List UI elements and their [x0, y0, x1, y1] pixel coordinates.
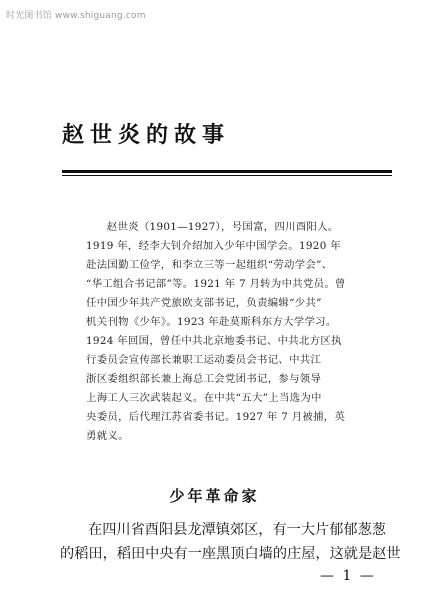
bio-line: “华工组合书记部”等。1921 年 7 月转为中共党员。曾	[86, 278, 346, 290]
watermark: 时光图书馆 www.shiguang.com	[6, 11, 146, 21]
section-title: 少年革命家	[169, 487, 260, 505]
bio-line: 机关刊物《少年》。1923 年赴莫斯科东方大学学习。	[86, 316, 337, 328]
bio-line: 1919 年，经李大钊介绍加入少年中国学会。1920 年	[86, 240, 341, 252]
chapter-title: 赵世炎的故事	[62, 123, 231, 148]
bio-line: 浙区委组织部长兼上海总工会党团书记，参与领导	[86, 373, 322, 385]
bio-line: 上海工人三次武装起义。在中共“五大”上当选为中	[86, 392, 322, 404]
body-line: 在四川省酉阳县龙潭镇郊区，有一大片郁郁葱葱	[88, 522, 386, 538]
title-rule-thick	[62, 170, 392, 173]
bio-line: 央委员，后代理江苏省委书记。1927 年 7 月被捕，英	[86, 411, 346, 423]
page-number: — 1 —	[320, 568, 376, 584]
bio-line: 行委员会宣传部长兼职工运动委员会书记、中共江	[86, 354, 322, 366]
body-line: 的稻田，稻田中央有一座黑顶白墙的庄屋，这就是赵世	[60, 546, 401, 562]
body-text	[60, 518, 400, 566]
bio-line: 任中国少年共产党旅欧支部书记，负责编辑“少共”	[86, 297, 322, 309]
bio-line: 1924 年回国，曾任中共北京地委书记、中共北方区执	[86, 335, 342, 347]
bio-line: 赵世炎（1901—1927），号国富，四川酉阳人。	[106, 221, 339, 233]
bio-line: 赴法国勤工俭学，和李立三等一起组织“劳动学会”、	[86, 259, 333, 271]
biography-paragraph	[86, 218, 368, 446]
bio-line: 勇就义。	[86, 430, 129, 442]
title-rule-thin	[62, 175, 392, 176]
